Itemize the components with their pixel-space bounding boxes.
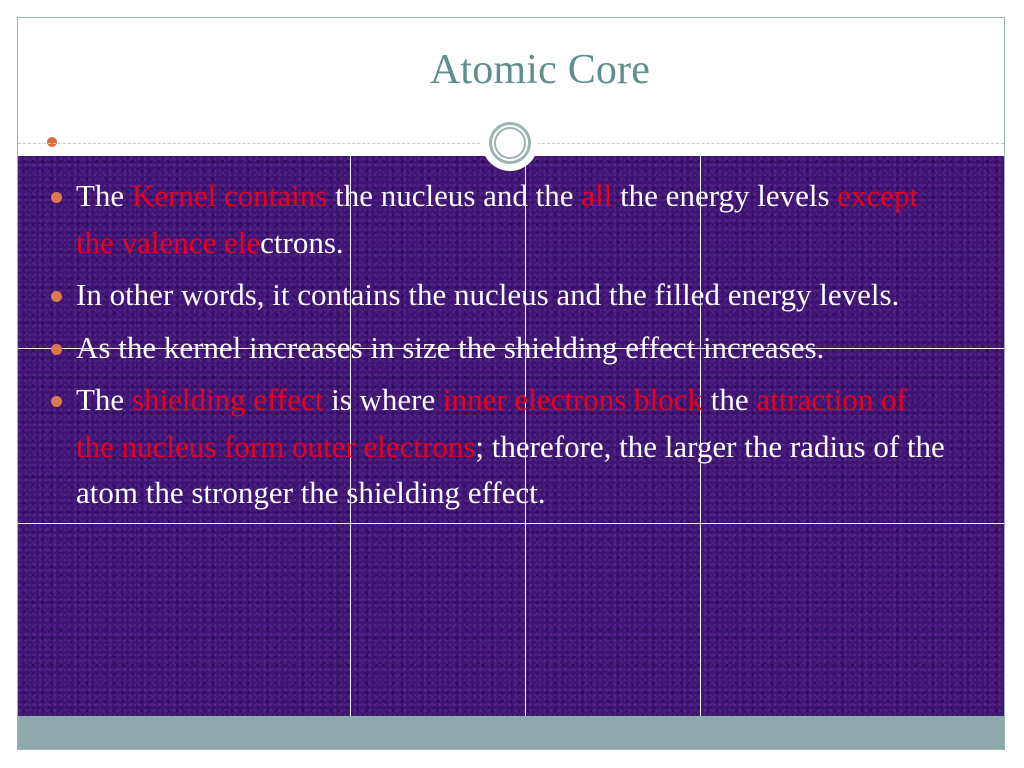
bullet-text: In other words, it contains the nucleus and the filled energy levels. xyxy=(76,277,900,312)
highlighted-text: shielding effect xyxy=(131,382,324,417)
bullet-text: The xyxy=(76,178,132,213)
highlighted-text: inner electrons block xyxy=(443,382,703,417)
highlighted-text: Kernel contains xyxy=(131,178,328,213)
bullet-text: As the kernel increases in size the shielding effect increases. xyxy=(76,329,825,365)
bullet-item xyxy=(48,173,948,266)
grid-line-horizontal xyxy=(18,523,1005,524)
highlighted-text: except the valence ele xyxy=(76,178,919,260)
bullet-text: the xyxy=(702,382,757,417)
bullet-text: The xyxy=(76,382,132,417)
bullet-text: the nucleus and the xyxy=(327,178,582,213)
footer-bar xyxy=(18,716,1005,750)
slide xyxy=(17,17,1005,750)
bullet-item xyxy=(48,272,948,319)
bullet-text: ctrons. xyxy=(260,224,344,260)
slide-title-text: Atomic Core xyxy=(429,47,651,93)
bullet-text: is where xyxy=(323,382,443,417)
bullet-item xyxy=(48,325,948,372)
bullet-text: ; therefore, the larger the radius of the atom the stronger the shielding effect. xyxy=(76,428,945,510)
bullet-text: the energy levels xyxy=(612,178,838,213)
title-bullet-dot xyxy=(47,137,57,147)
circle-ornament-icon xyxy=(482,115,538,171)
slide-title xyxy=(18,46,1004,94)
bullet-list xyxy=(48,173,948,523)
bullet-item xyxy=(48,377,948,517)
highlighted-text: attraction of the nucleus form outer electrons xyxy=(76,382,907,464)
highlighted-text: all xyxy=(581,178,613,213)
